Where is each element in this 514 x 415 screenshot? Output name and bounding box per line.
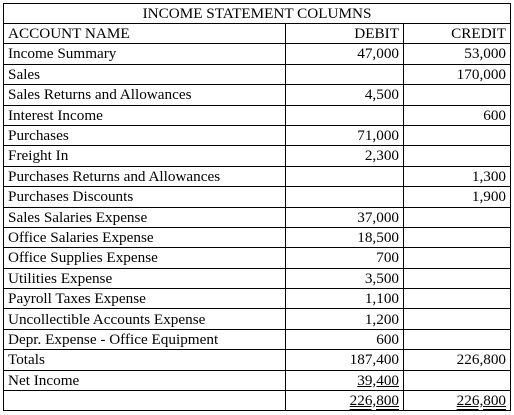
column-header-debit: DEBIT (286, 24, 404, 44)
table-row (4, 44, 511, 64)
credit-cell (404, 289, 511, 309)
credit-cell: 600 (404, 105, 511, 125)
debit-cell: 700 (286, 248, 404, 268)
debit-cell: 3,500 (286, 268, 404, 288)
net-income-row (4, 370, 511, 390)
header-row (4, 24, 511, 44)
credit-cell: 53,000 (404, 44, 511, 64)
debit-cell: 4,500 (286, 85, 404, 105)
title-row (4, 4, 511, 24)
net-income-debit: 39,400 (357, 371, 399, 389)
credit-cell (404, 309, 511, 329)
credit-cell (404, 227, 511, 247)
totals-credit: 226,800 (404, 350, 511, 370)
account-name-cell: Interest Income (4, 105, 286, 125)
debit-cell (286, 166, 404, 186)
table-row (4, 309, 511, 329)
credit-cell (404, 146, 511, 166)
income-statement-table (3, 3, 511, 411)
debit-cell (286, 105, 404, 125)
table-row (4, 146, 511, 166)
table-row (4, 166, 511, 186)
totals-row (4, 350, 511, 370)
final-debit: 226,800 (349, 392, 399, 410)
debit-cell: 1,200 (286, 309, 404, 329)
final-total-label (4, 391, 286, 411)
account-name-cell: Office Salaries Expense (4, 227, 286, 247)
account-name-cell: Sales Salaries Expense (4, 207, 286, 227)
net-income-credit (404, 370, 511, 390)
credit-cell (404, 207, 511, 227)
table-row (4, 227, 511, 247)
debit-cell: 47,000 (286, 44, 404, 64)
debit-cell: 37,000 (286, 207, 404, 227)
column-header-credit: CREDIT (404, 24, 511, 44)
net-income-debit-cell (286, 370, 404, 390)
credit-cell: 170,000 (404, 64, 511, 84)
totals-label: Totals (4, 350, 286, 370)
account-name-cell: Payroll Taxes Expense (4, 289, 286, 309)
table-title: INCOME STATEMENT COLUMNS (4, 4, 511, 24)
debit-cell: 600 (286, 329, 404, 349)
debit-cell: 18,500 (286, 227, 404, 247)
totals-debit: 187,400 (286, 350, 404, 370)
table-row (4, 105, 511, 125)
account-name-cell: Income Summary (4, 44, 286, 64)
account-name-cell: Uncollectible Accounts Expense (4, 309, 286, 329)
credit-cell (404, 248, 511, 268)
income-statement-sheet (3, 3, 510, 411)
credit-cell (404, 125, 511, 145)
column-header-account: ACCOUNT NAME (4, 24, 286, 44)
account-name-cell: Depr. Expense - Office Equipment (4, 329, 286, 349)
account-name-cell: Freight In (4, 146, 286, 166)
final-credit-cell (404, 391, 511, 411)
debit-cell: 71,000 (286, 125, 404, 145)
account-name-cell: Sales Returns and Allowances (4, 85, 286, 105)
final-credit: 226,800 (456, 392, 507, 410)
net-income-label: Net Income (4, 370, 286, 390)
credit-cell: 1,300 (404, 166, 511, 186)
credit-cell (404, 85, 511, 105)
credit-cell (404, 329, 511, 349)
debit-cell (286, 64, 404, 84)
table-row (4, 289, 511, 309)
account-name-cell: Utilities Expense (4, 268, 286, 288)
final-debit-cell (286, 391, 404, 411)
account-name-cell: Purchases Discounts (4, 187, 286, 207)
table-row (4, 187, 511, 207)
table-row (4, 125, 511, 145)
account-name-cell: Purchases (4, 125, 286, 145)
account-name-cell: Sales (4, 64, 286, 84)
account-name-cell: Purchases Returns and Allowances (4, 166, 286, 186)
table-row (4, 85, 511, 105)
table-row (4, 207, 511, 227)
debit-cell: 2,300 (286, 146, 404, 166)
final-total-row (4, 391, 511, 411)
debit-cell: 1,100 (286, 289, 404, 309)
credit-cell (404, 268, 511, 288)
table-row (4, 64, 511, 84)
table-row (4, 329, 511, 349)
table-row (4, 248, 511, 268)
debit-cell (286, 187, 404, 207)
table-row (4, 268, 511, 288)
credit-cell: 1,900 (404, 187, 511, 207)
account-name-cell: Office Supplies Expense (4, 248, 286, 268)
